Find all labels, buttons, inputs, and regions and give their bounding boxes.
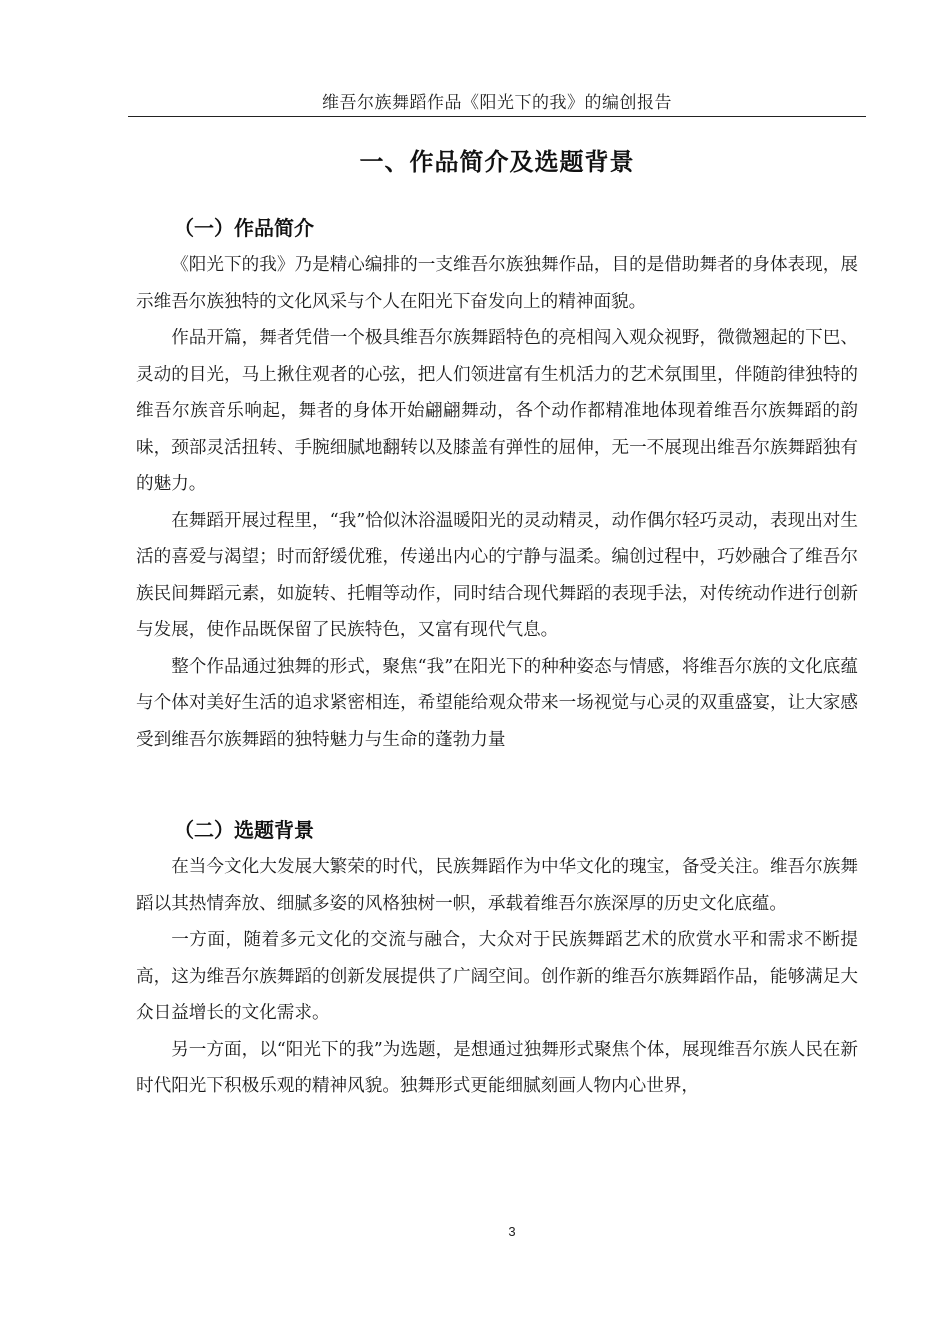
header-rule <box>128 116 866 117</box>
section-body-introduction <box>136 247 858 758</box>
paragraph: 另一方面，以“阳光下的我”为选题，是想通过独舞形式聚焦个体，展现维吾尔族人民在新时代阳光下积极乐观的精神风貌。独舞形式更能细腻刻画人物内心世界， <box>136 1039 858 1096</box>
section-heading-background: （二）选题背景 <box>174 818 314 842</box>
paragraph: 在当今文化大发展大繁荣的时代，民族舞蹈作为中华文化的瑰宝，备受关注。维吾尔族舞蹈以其热情奔放、细腻多姿的风格独树一帜，承载着维吾尔族深厚的历史文化底蕴。 <box>136 857 858 914</box>
paragraph: 作品开篇，舞者凭借一个极具维吾尔族舞蹈特色的亮相闯入观众视野，微微翘起的下巴、灵动的目光，马上揪住观者的心弦，把人们领进富有生机活力的艺术氛围里，伴随韵律独特的维吾尔族音乐响起，舞者的身体开始翩翩舞动，各个动作都精准地体现着维吾尔族舞蹈的韵味，颈部灵活扭转、手腕细腻地翻转以及膝盖有弹性的屈伸，无一不展现出维吾尔族舞蹈独有的魅力。 <box>136 328 858 494</box>
section-body-background <box>136 849 858 1105</box>
chapter-title: 一、作品简介及选题背景 <box>359 148 635 176</box>
paragraph: 在舞蹈开展过程里，“我”恰似沐浴温暖阳光的灵动精灵，动作偶尔轻巧灵动，表现出对生活的喜爱与渴望；时而舒缓优雅，传递出内心的宁静与温柔。编创过程中，巧妙融合了维吾尔族民间舞蹈元素，如旋转、托帽等动作，同时结合现代舞蹈的表现手法，对传统动作进行创新与发展，使作品既保留了民族特色，又富有现代气息。 <box>136 510 858 640</box>
page-number: 3 <box>508 1224 516 1239</box>
paragraph: 一方面，随着多元文化的交流与融合，大众对于民族舞蹈艺术的欣赏水平和需求不断提高，这为维吾尔族舞蹈的创新发展提供了广阔空间。创作新的维吾尔族舞蹈作品，能够满足大众日益增长的文化需求。 <box>136 930 858 1023</box>
paragraph: 整个作品通过独舞的形式，聚焦“我”在阳光下的种种姿态与情感，将维吾尔族的文化底蕴与个体对美好生活的追求紧密相连，希望能给观众带来一场视觉与心灵的双重盛宴，让大家感受到维吾尔族舞蹈的独特魅力与生命的蓬勃力量 <box>136 656 858 750</box>
section-heading-introduction: （一）作品简介 <box>174 216 314 240</box>
running-header: 维吾尔族舞蹈作品《阳光下的我》的编创报告 <box>322 93 672 113</box>
paragraph: 《阳光下的我》乃是精心编排的一支维吾尔族独舞作品，目的是借助舞者的身体表现，展示维吾尔族独特的文化风采与个人在阳光下奋发向上的精神面貌。 <box>136 255 858 312</box>
